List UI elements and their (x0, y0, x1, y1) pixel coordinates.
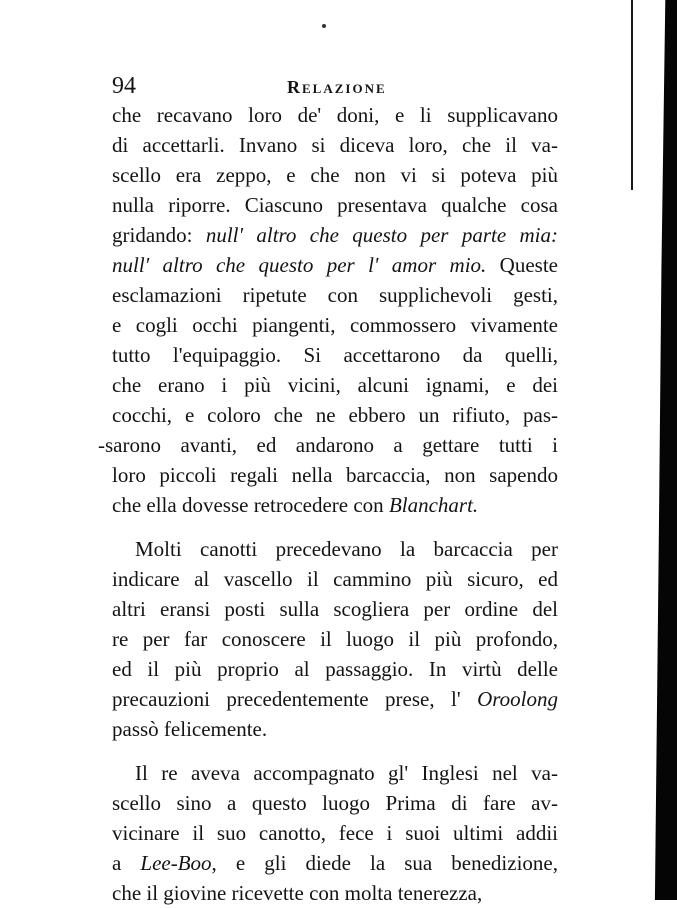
text-line (112, 878, 558, 908)
text-run: loro piccoli regali nella barcaccia, non sapendo (112, 463, 558, 487)
running-title: Relazione (287, 77, 387, 97)
italic-run: null' altro che questo per l' amor mio. (112, 253, 487, 277)
text-line (112, 280, 558, 310)
text-line (112, 370, 558, 400)
text-line (98, 430, 558, 460)
text-run: che erano i più vicini, alcuni ignami, e dei (112, 373, 558, 397)
text-line (112, 564, 558, 594)
text-line (112, 788, 558, 818)
text-run: indicare al vascello il cammino più sicuro, ed (112, 567, 558, 591)
text-line (112, 130, 558, 160)
text-line (112, 490, 558, 520)
text-run: Queste (486, 253, 558, 277)
text-line (112, 340, 558, 370)
text-line (112, 684, 558, 714)
text-run: che ella dovesse retrocedere con (112, 493, 389, 517)
text-run: Molti canotti precedevano la barcaccia per (135, 537, 558, 561)
ink-speck (322, 24, 326, 28)
text-run: di accettarli. Invano si diceva loro, che il va- (112, 133, 558, 157)
text-run: precauzioni precedentemente prese, l' (112, 687, 478, 711)
text-run: -sarono avanti, ed andarono a gettare tutti i (98, 433, 558, 457)
text-run: passò felicemente. (112, 717, 268, 741)
text-line (112, 250, 558, 280)
text-run: scello era zeppo, e che non vi si poteva più (112, 163, 558, 187)
text-line (112, 654, 558, 684)
text-run: nulla riporre. Ciascuno presentava qualche cosa (112, 193, 558, 217)
text-line (112, 460, 558, 490)
text-line (112, 714, 558, 744)
text-line (112, 818, 558, 848)
text-line (135, 534, 558, 564)
text-line (112, 100, 558, 130)
text-run: e cogli occhi piangenti, commossero vivamente (112, 313, 558, 337)
text-run: a (112, 851, 141, 875)
text-run: tutto l'equipaggio. Si accettarono da quelli, (112, 343, 558, 367)
text-run: altri eransi posti sulla scogliera per ordine del (112, 597, 558, 621)
page-number: 94 (112, 73, 136, 99)
italic-run: Oroolong (477, 687, 558, 711)
text-line (135, 758, 558, 788)
text-run: scello sino a questo luogo Prima di fare av- (112, 791, 558, 815)
text-run: vicinare il suo canotto, fece i suoi ultimi addii (112, 821, 558, 845)
italic-run: Lee-Boo (140, 851, 212, 875)
text-run: Il re aveva accompagnato gl' Inglesi nel va- (135, 761, 558, 785)
text-run: ed il più proprio al passaggio. In virtù delle (112, 657, 558, 681)
page-edge-shadow (651, 0, 677, 900)
text-run: che il giovine ricevette con molta tenerezza, (112, 881, 483, 905)
italic-run: null' altro che questo per parte mia: (205, 223, 558, 247)
running-header (112, 73, 552, 99)
text-run: gridando: (112, 223, 206, 247)
text-line (112, 848, 558, 878)
text-line (112, 220, 558, 250)
text-run: re per far conoscere il luogo il più profondo, (112, 627, 558, 651)
text-run: esclamazioni ripetute con supplichevoli gesti, (112, 283, 558, 307)
text-line (112, 310, 558, 340)
text-run: , e gli diede la sua benedizione, (211, 851, 558, 875)
text-line (112, 624, 558, 654)
text-line (112, 160, 558, 190)
text-line (112, 400, 558, 430)
text-line (112, 594, 558, 624)
italic-run: Blanchart. (388, 493, 479, 517)
page-edge-line (631, 0, 633, 190)
text-run: cocchi, e coloro che ne ebbero un rifiuto, pas- (112, 403, 558, 427)
text-run: che recavano loro de' doni, e li supplicavano (112, 103, 558, 127)
text-line (112, 190, 558, 220)
